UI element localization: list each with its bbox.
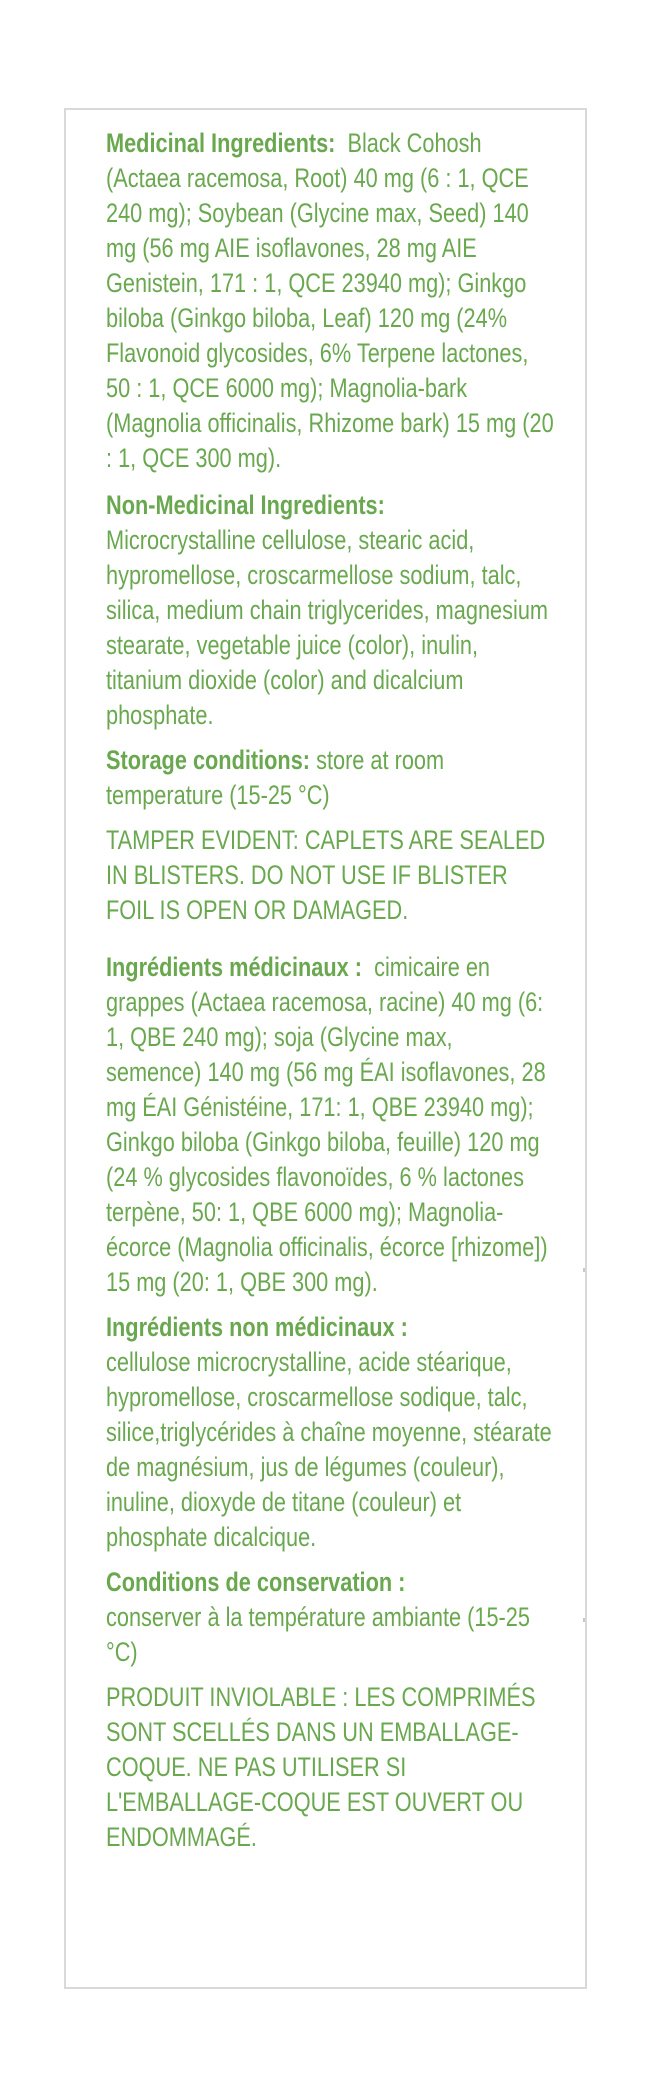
margin-tick [583, 1268, 585, 1272]
english-non-medicinal-label: Non-Medicinal Ingredients: [106, 490, 385, 520]
english-medicinal-label: Medicinal Ingredients: [106, 128, 336, 158]
english-medicinal-text: Black Cohosh (Actaea racemosa, Root) 40 mg (6 : 1, QCE 240 mg); Soybean (Glycine max, Seed) 140 mg (56 mg AIE isoflavones, 28 mg AIE Genistein, 171 : 1, QCE 23940 mg); Ginkgo biloba (Ginkgo biloba, Leaf) 120 mg (24% Flavonoid glycosides, 6% Terpene lactones, 50 : 1, QCE 6000 mg); Magnolia-bark (Magnolia officinalis, Rhizome bark) 15 mg (20 : 1, QCE 300 mg). [106, 128, 554, 473]
english-storage-conditions [106, 743, 554, 813]
french-storage-conditions [106, 1565, 554, 1670]
label-text-column [106, 126, 554, 1855]
french-non-medicinal-label: Ingrédients non médicinaux : [106, 1312, 408, 1342]
english-non-medicinal-text: Microcrystalline cellulose, stearic acid, hypromellose, croscarmellose sodium, talc, silica, medium chain triglycerides, magnesium stearate, vegetable juice (color), inulin, titanium dioxide (color) and dicalcium phosphate. [106, 525, 549, 730]
margin-tick [583, 1618, 585, 1622]
english-non-medicinal-ingredients [106, 488, 554, 733]
french-storage-text: conserver à la température ambiante (15-25 °C) [106, 1602, 530, 1667]
english-medicinal-ingredients [106, 126, 554, 476]
label-panel [64, 108, 587, 1989]
french-storage-label: Conditions de conservation : [106, 1567, 406, 1597]
french-tamper-warning: PRODUIT INVIOLABLE : LES COMPRIMÉS SONT SCELLÉS DANS UN EMBALLAGE-COQUE. NE PAS UTILISER SI L'EMBALLAGE-COQUE EST OUVERT OU ENDOMMAGÉ. [106, 1682, 536, 1852]
english-tamper-warning: TAMPER EVIDENT: CAPLETS ARE SEALED IN BLISTERS. DO NOT USE IF BLISTER FOIL IS OPEN OR DAMAGED. [106, 825, 546, 925]
french-medicinal-ingredients [106, 950, 554, 1300]
english-storage-text: store at room temperature (15-25 °C) [106, 745, 445, 810]
french-non-medicinal-text: cellulose microcrystalline, acide stéarique, hypromellose, croscarmellose sodique, talc, silice,triglycérides à chaîne moyenne, stéarate de magnésium, jus de légumes (couleur), inuline, dioxyde de titane (couleur) et phosphate dicalcique. [106, 1347, 552, 1552]
english-storage-label: Storage conditions: [106, 745, 311, 775]
french-medicinal-label: Ingrédients médicinaux : [106, 952, 362, 982]
french-medicinal-text: cimicaire en grappes (Actaea racemosa, racine) 40 mg (6: 1, QBE 240 mg); soja (Glycine max, semence) 140 mg (56 mg ÉAI isoflavones, 28 mg ÉAI Génistéine, 171: 1, QBE 23940 mg); Ginkgo biloba (Ginkgo biloba, feuille) 120 mg (24 % glycosides flavonoïdes, 6 % lactones terpène, 50: 1, QBE 6000 mg); Magnolia-écorce (Magnolia officinalis, écorce [rhizome]) 15 mg (20: 1, QBE 300 mg). [106, 952, 548, 1297]
french-non-medicinal-ingredients [106, 1310, 554, 1555]
